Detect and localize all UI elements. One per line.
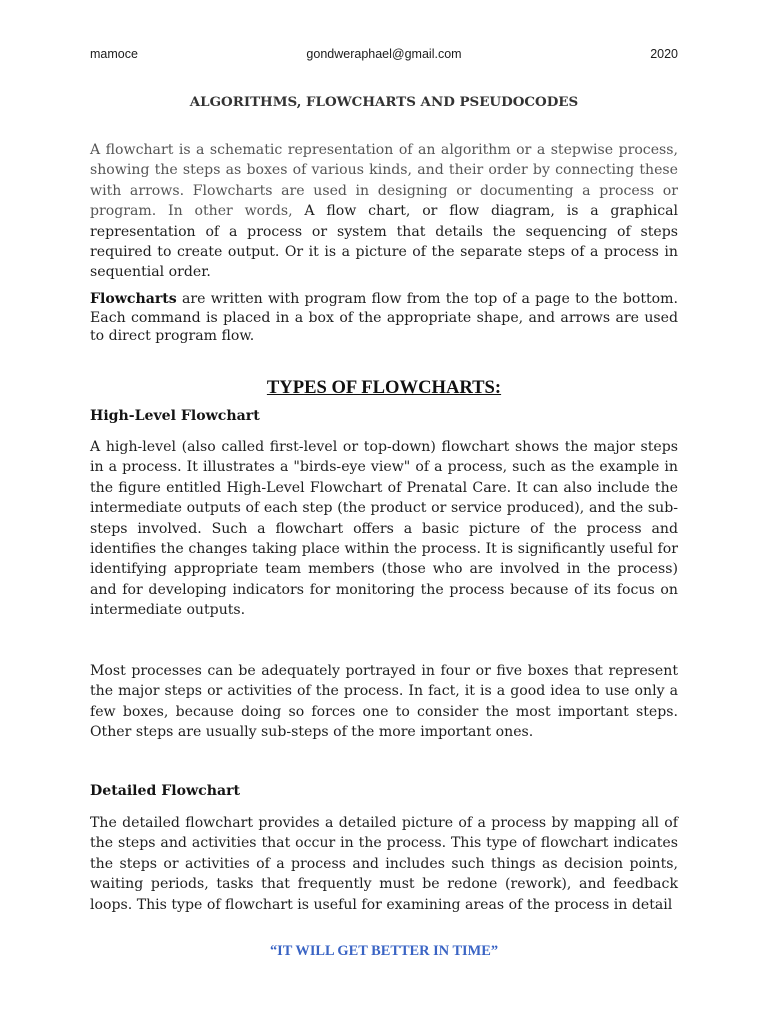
high-level-heading: High-Level Flowchart [90,408,260,424]
flowcharts-term: Flowcharts [90,291,177,307]
high-level-paragraph-2: Most processes can be adequately portrayed in four or five boxes that represent the major steps or activities of the process. In fact, it is a good idea to use only a few boxes, because doing so forces one to consider the most important steps. Other steps are usually sub-steps of the more important ones. [90,663,678,741]
document-title: ALGORITHMS, FLOWCHARTS AND PSEUDOCODES [189,94,579,110]
footer-quote: “IT WILL GET BETTER IN TIME” [269,943,499,959]
high-level-paragraph-1: A high-level (also called first-level or top-down) flowchart shows the major steps in a process. It illustrates a "birds-eye view" of a process, such as the example in the figure entitled High-Level Flowchart of Prenatal Care. It can also include the intermediate outputs of each step (the product or service produced), and the sub-steps involved. Such a flowchart offers a basic picture of the process and identifies the changes taking place within the process. It is significantly useful for identifying appropriate team members (those who are involved in the process) and for developing indicators for monitoring the process because of its focus on intermediate outputs. [90,439,678,619]
types-heading: TYPES OF FLOWCHARTS: [266,377,502,398]
header-author: mamoce [90,47,138,61]
flowcharts-paragraph [90,290,678,346]
flowcharts-text: are written with program flow from the top of a page to the bottom. Each command is placed in a box of the appropriate shape, and arrows are used to direct program flow. [90,291,678,344]
detailed-heading: Detailed Flowchart [90,783,241,799]
intro-text-part2: A flow chart, or flow diagram, is a graphical representation of a process or system that details the sequencing of steps required to create output. Or it is a picture of the separate steps of a process in sequential order. [90,203,679,281]
intro-paragraph [90,140,678,283]
page-header [90,47,678,65]
header-email: gondweraphael@gmail.com [306,47,462,61]
header-year: 2020 [650,47,678,61]
intro-text-part1: A flowchart is a schematic representation of an algorithm or a stepwise process, showing the steps as boxes of various kinds, and their order by connecting these with arrows. Flowcharts are used in designing or documenting a process or program. In other words, [90,142,678,220]
detailed-paragraph: The detailed flowchart provides a detailed picture of a process by mapping all of the steps and activities that occur in the process. This type of flowchart indicates the steps or activities of a process and includes such things as decision points, waiting periods, tasks that frequently must be redone (rework), and feedback loops. This type of flowchart is useful for examining areas of the process in detail [90,815,678,913]
